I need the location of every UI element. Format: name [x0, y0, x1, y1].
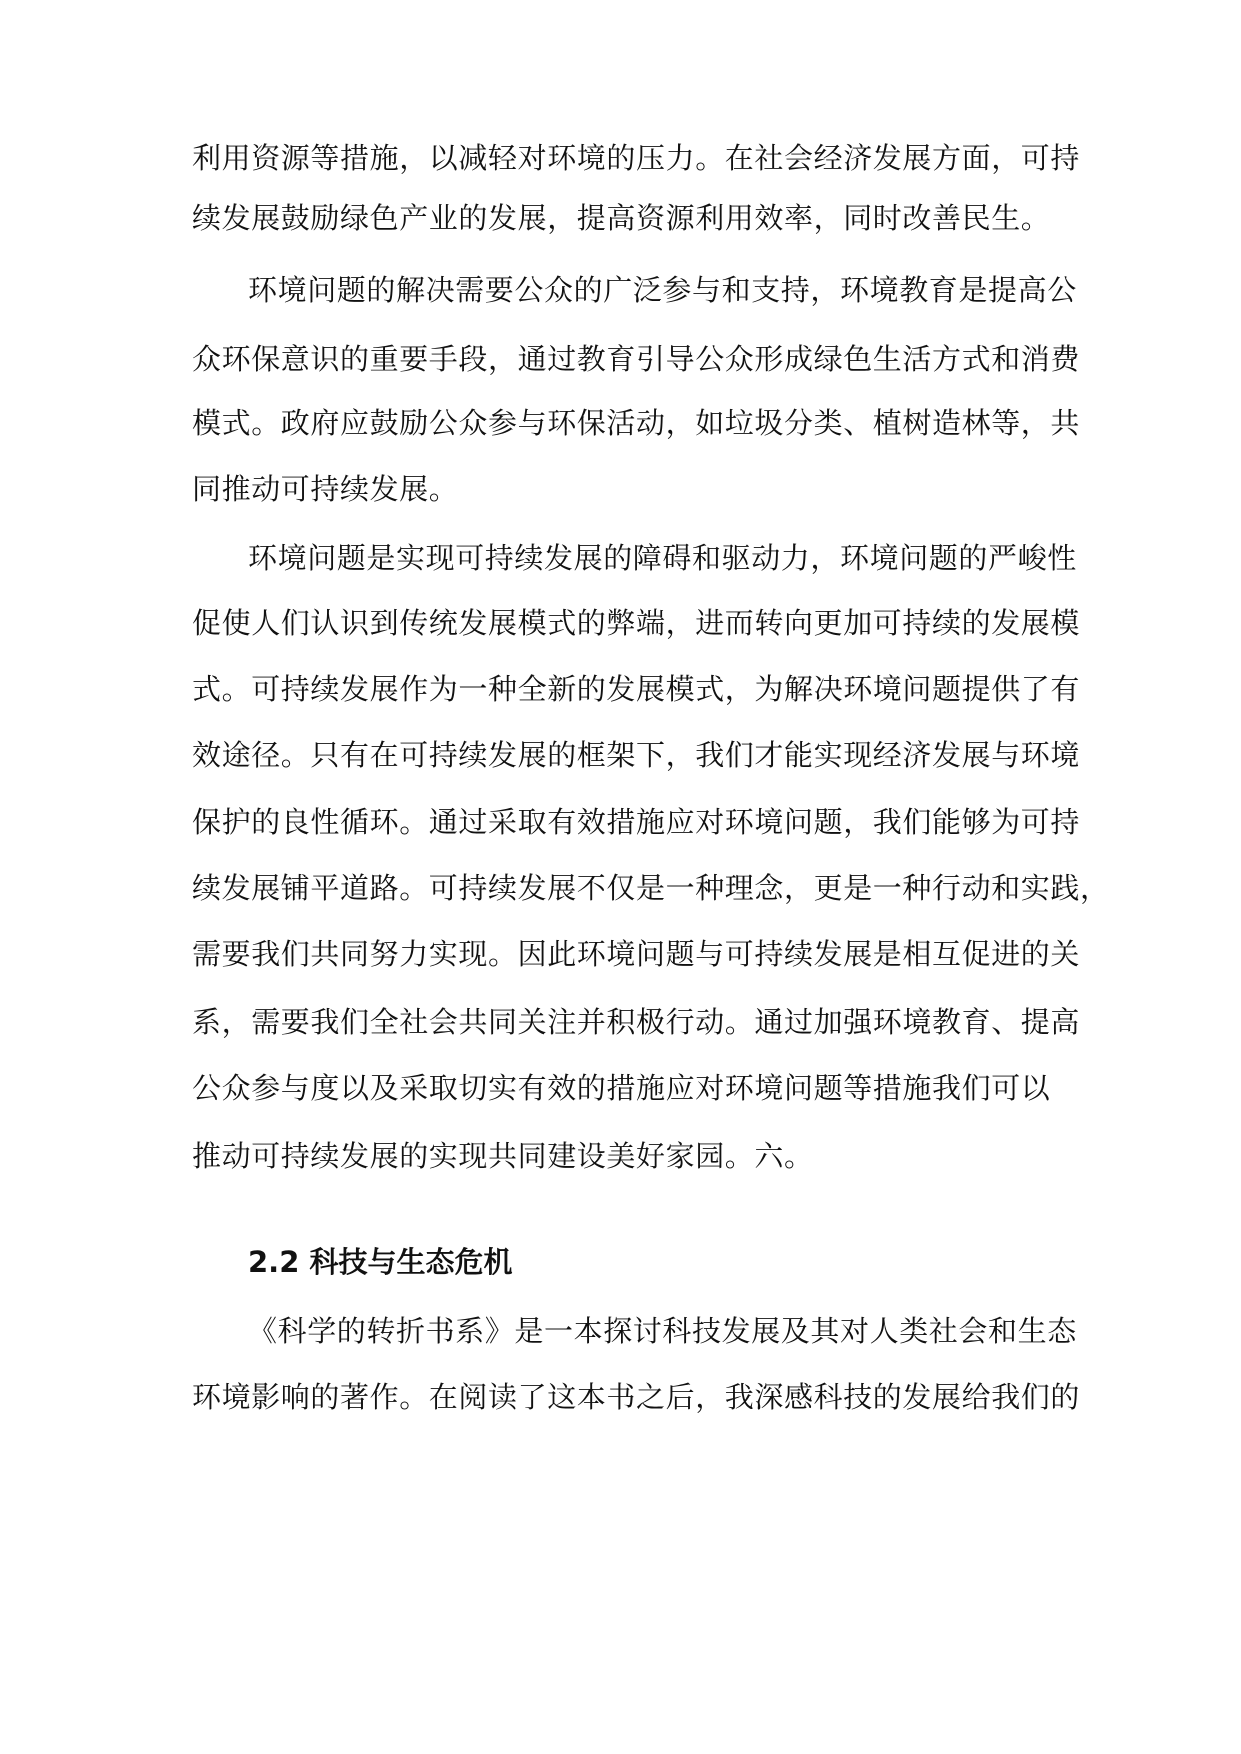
paragraph-3-line-10: 推动可持续发展的实现共同建设美好家园。六。	[192, 1139, 814, 1173]
section-paragraph-line-2: 环境影响的著作。在阅读了这本书之后，我深感科技的发展给我们的	[192, 1380, 1081, 1414]
section-paragraph-line-1: 《科学的转折书系》是一本探讨科技发展及其对人类社会和生态	[248, 1314, 1077, 1348]
section-heading: 2.2 科技与生态危机	[248, 1245, 513, 1279]
paragraph-2-line-2: 众环保意识的重要手段，通过教育引导公众形成绿色生活方式和消费	[192, 342, 1081, 376]
paragraph-1-line-1: 利用资源等措施，以减轻对环境的压力。在社会经济发展方面，可持	[192, 141, 1081, 175]
paragraph-3-line-6: 续发展铺平道路。可持续发展不仅是一种理念，更是一种行动和实践，	[192, 871, 1110, 905]
paragraph-3-line-4: 效途径。只有在可持续发展的框架下，我们才能实现经济发展与环境	[192, 738, 1081, 772]
paragraph-3-line-8: 系，需要我们全社会共同关注并积极行动。通过加强环境教育、提高	[192, 1005, 1081, 1039]
paragraph-3-line-3: 式。可持续发展作为一种全新的发展模式，为解决环境问题提供了有	[192, 672, 1081, 706]
paragraph-1-line-2: 续发展鼓励绿色产业的发展，提高资源利用效率，同时改善民生。	[192, 201, 1051, 235]
paragraph-2-line-1: 环境问题的解决需要公众的广泛参与和支持，环境教育是提高公	[248, 273, 1077, 307]
paragraph-3-line-2: 促使人们认识到传统发展模式的弊端，进而转向更加可持续的发展模	[192, 606, 1081, 640]
paragraph-3-line-5: 保护的良性循环。通过采取有效措施应对环境问题，我们能够为可持	[192, 805, 1081, 839]
paragraph-3-line-1: 环境问题是实现可持续发展的障碍和驱动力，环境问题的严峻性	[248, 541, 1077, 575]
paragraph-2-line-4: 同推动可持续发展。	[192, 472, 459, 506]
paragraph-2-line-3: 模式。政府应鼓励公众参与环保活动，如垃圾分类、植树造林等，共	[192, 406, 1081, 440]
paragraph-3-line-9: 公众参与度以及采取切实有效的措施应对环境问题等措施我们可以	[192, 1071, 1051, 1105]
paragraph-3-line-7: 需要我们共同努力实现。因此环境问题与可持续发展是相互促进的关	[192, 937, 1081, 971]
